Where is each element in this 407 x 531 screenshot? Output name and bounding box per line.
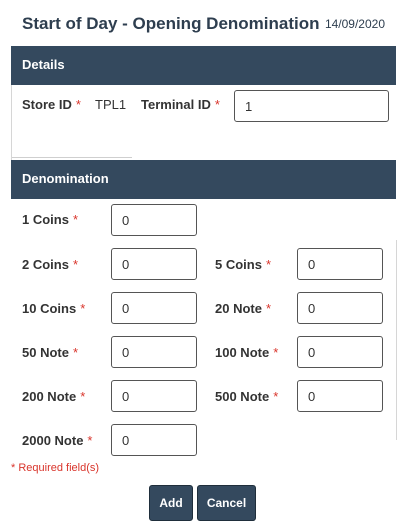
denom-input-1-coins[interactable] — [111, 204, 197, 236]
required-mark: * — [80, 389, 86, 404]
denom-input-50-note[interactable] — [111, 336, 197, 368]
denom-label-text: 2 Coins — [22, 257, 69, 272]
denom-label-10-coins — [22, 301, 85, 316]
denom-label-50-note — [22, 345, 78, 360]
denom-label-text: 2000 Note — [22, 433, 84, 448]
details-section-header: Details — [11, 46, 396, 85]
cancel-button[interactable]: Cancel — [197, 485, 256, 521]
required-fields-note: * Required field(s) — [11, 462, 100, 474]
denom-input-2-coins[interactable] — [111, 248, 197, 280]
denom-label-text: 20 Note — [215, 301, 262, 316]
terminal-id-input[interactable] — [234, 90, 389, 122]
denom-label-text: 1 Coins — [22, 212, 69, 227]
required-mark: * — [72, 345, 79, 360]
page-title: Start of Day - Opening Denomination — [22, 14, 320, 33]
denom-label-2000-note — [22, 433, 92, 448]
denom-input-20-note[interactable] — [297, 292, 383, 324]
store-id-label — [22, 97, 81, 112]
denom-label-text: 5 Coins — [215, 257, 262, 272]
denom-input-100-note[interactable] — [297, 336, 383, 368]
denom-label-1-coins — [22, 212, 78, 227]
divider — [12, 157, 132, 158]
date-label: 14/09/2020 — [324, 17, 385, 31]
denom-input-2000-note[interactable] — [111, 424, 197, 456]
denom-input-5-coins[interactable] — [297, 248, 383, 280]
required-mark: * — [265, 301, 272, 316]
denom-label-text: 50 Note — [22, 345, 69, 360]
denom-input-200-note[interactable] — [111, 380, 197, 412]
denom-label-text: 100 Note — [215, 345, 270, 360]
denom-label-text: 200 Note — [22, 389, 77, 404]
required-mark: * — [265, 257, 272, 272]
required-mark: * — [273, 345, 279, 360]
required-mark: * — [273, 389, 279, 404]
add-button[interactable]: Add — [149, 485, 193, 521]
denom-label-20-note — [215, 301, 271, 316]
required-mark: * — [214, 97, 220, 112]
required-mark: * — [87, 433, 93, 448]
page-header — [0, 0, 407, 48]
required-mark: * — [72, 257, 79, 272]
denom-label-2-coins — [22, 257, 78, 272]
denom-label-100-note — [215, 345, 278, 360]
denom-label-text: 500 Note — [215, 389, 270, 404]
terminal-id-label — [141, 97, 220, 112]
denom-label-5-coins — [215, 257, 271, 272]
terminal-id-label-text: Terminal ID — [141, 97, 211, 112]
store-id-label-text: Store ID — [22, 97, 72, 112]
required-mark: * — [80, 301, 86, 316]
store-id-value: TPL1 — [95, 97, 127, 112]
denom-label-500-note — [215, 389, 278, 404]
denom-label-text: 10 Coins — [22, 301, 77, 316]
required-mark: * — [75, 97, 81, 112]
required-mark: * — [72, 212, 79, 227]
denom-input-500-note[interactable] — [297, 380, 383, 412]
denom-label-200-note — [22, 389, 85, 404]
denomination-section-header: Denomination — [11, 160, 396, 199]
denom-input-10-coins[interactable] — [111, 292, 197, 324]
divider — [396, 240, 397, 440]
